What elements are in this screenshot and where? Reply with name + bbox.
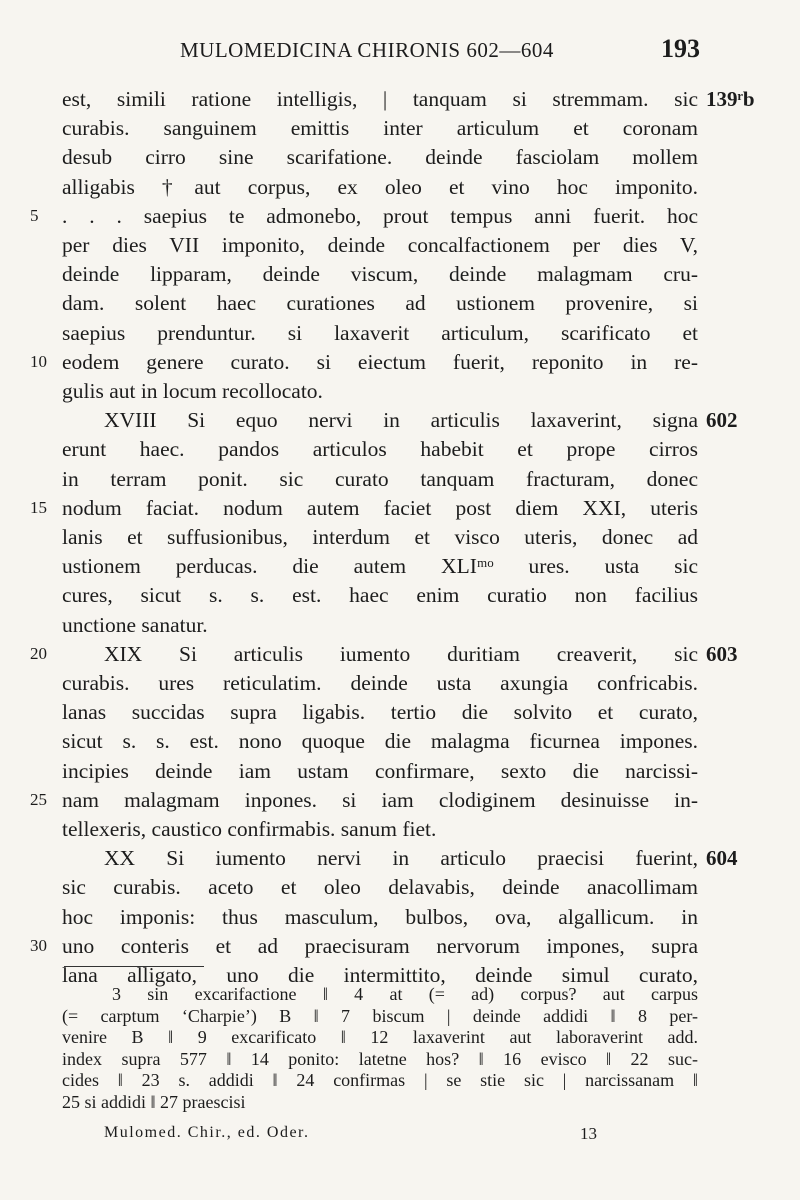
- text-line: uno conteris et ad praecisuram nervorum impones, supra: [62, 933, 698, 958]
- footnote-line: cides ‖ 23 s. addidi ‖ 24 confirmas | se stie sic | narcissanam ‖: [62, 1070, 698, 1091]
- gathering-number: 13: [580, 1124, 597, 1143]
- margin-reference: 602: [706, 408, 738, 433]
- text-line: lanas succidas supra ligabis. tertio die solvito et curato,: [62, 700, 698, 725]
- text-line: desub cirro sine scarifatione. deinde fasciolam mollem: [62, 145, 698, 170]
- text-line: sic curabis. aceto et oleo delavabis, deinde anacollimam: [62, 875, 698, 900]
- text-line: tellexeris, caustico confirmabis. sanum fiet.: [62, 817, 437, 841]
- margin-reference: 604: [706, 846, 738, 871]
- text-line: XX Si iumento nervi in articulo praecisi fuerint,: [104, 846, 698, 871]
- text-line: . . . saepius te admonebo, prout tempus anni fuerit. hoc: [62, 203, 698, 228]
- running-title: MULOMEDICINA CHIRONIS 602—604: [180, 38, 554, 62]
- text-line: curabis. sanguinem emittis inter articulum et coronam: [62, 116, 698, 141]
- text-line: unctione sanatur.: [62, 612, 208, 637]
- text-line: ustionem perducas. die autem XLIᵐᵒ ures. usta sic: [62, 554, 698, 579]
- footnote-rule: [64, 966, 204, 967]
- margin-reference: 603: [706, 641, 738, 666]
- line-number: 15: [30, 497, 47, 517]
- line-number: 25: [30, 789, 47, 809]
- page-footer: [0, 1124, 800, 1148]
- page-number: 193: [661, 34, 700, 63]
- footnote-line: (= carptum ʻCharpieʼ) B ‖ 7 biscum | deinde addidi ‖ 8 per-: [62, 1005, 698, 1026]
- margin-reference: 139ʳb: [706, 87, 755, 111]
- text-line: XIX Si articulis iumento duritiam creaverit, sic: [104, 641, 698, 666]
- text-line: erunt haec. pandos articulos habebit et prope cirros: [62, 437, 698, 462]
- line-number: 30: [30, 935, 47, 955]
- line-number: 5: [30, 205, 39, 225]
- text-line: XVIII Si equo nervi in articulis laxaverint, signa: [104, 408, 698, 433]
- text-line: incipies deinde iam ustam confirmare, sexto die narcissi-: [62, 758, 698, 783]
- text-line: in terram ponit. sic curato tanquam fracturam, donec: [62, 466, 698, 491]
- signature-mark: Mulomed. Chir., ed. Oder.: [104, 1124, 310, 1141]
- text-line: est, simili ratione intelligis, | tanquam si stremmam. sic: [62, 87, 698, 111]
- text-line: nam malagmam inpones. si iam clodiginem desinuisse in-: [62, 787, 698, 812]
- line-number: 20: [30, 643, 47, 663]
- text-line: alligabis †aut corpus, ex oleo et vino hoc imponito.: [62, 174, 698, 199]
- page-header: [60, 34, 700, 74]
- footnote-line: index supra 577 ‖ 14 ponito: latetne hos? ‖ 16 evisco ‖ 22 suc-: [62, 1048, 698, 1069]
- text-line: hoc imponis: thus masculum, bulbos, ova, algallicum. in: [62, 904, 698, 929]
- text-line: gulis aut in locum recollocato.: [62, 379, 323, 403]
- footnote-line: 3 sin excarifactione ‖ 4 at (= ad) corpus? aut carpus: [112, 984, 698, 1004]
- footnote-line: venire B ‖ 9 excarificato ‖ 12 laxaverint aut laboraverint add.: [62, 1027, 698, 1048]
- text-line: dam. solent haec curationes ad ustionem provenire, si: [62, 291, 698, 316]
- line-number: 10: [30, 351, 47, 371]
- text-line: lana alligato, uno die intermittito, deinde simul curato,: [62, 963, 698, 987]
- text-line: lanis et suffusionibus, interdum et visco uteris, donec ad: [62, 525, 698, 549]
- text-line: per dies VII imponito, deinde concalfactionem per dies V,: [62, 233, 698, 257]
- text-line: saepius prenduntur. si laxaverit articulum, scarificato et: [62, 320, 698, 345]
- text-line: eodem genere curato. si eiectum fuerit, reponito in re-: [62, 349, 698, 374]
- text-line: cures, sicut s. s. est. haec enim curatio non facilius: [62, 583, 698, 608]
- text-line: deinde lipparam, deinde viscum, deinde malagmam cru-: [62, 262, 698, 287]
- text-line: curabis. ures reticulatim. deinde usta axungia confricabis.: [62, 671, 698, 695]
- text-line: nodum faciat. nodum autem faciet post diem XXI, uteris: [62, 495, 698, 520]
- text-line: sicut s. s. est. nono quoque die malagma ficurnea impones.: [62, 729, 698, 754]
- footnote-line: 25 si addidi ‖ 27 praescisi: [62, 1092, 246, 1112]
